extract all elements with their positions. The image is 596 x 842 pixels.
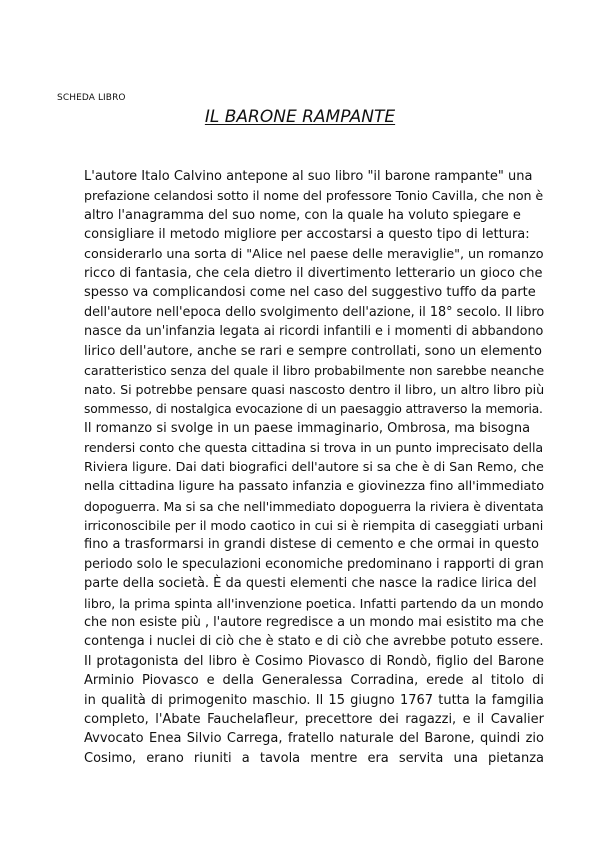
text-line: completo, l'Abate Fauchelafleur, precettore dei ragazzi, e il Cavalier: [84, 711, 544, 727]
text-line: libro, la prima spinta all'invenzione poetica. Infatti partendo da un mondo: [84, 595, 544, 611]
text-line: parte della società. È da questi elementi che nasce la radice lirica del: [84, 576, 537, 592]
section-label: SCHEDA LIBRO: [57, 93, 126, 103]
body-text: [84, 167, 544, 768]
text-line: Riviera ligure. Dai dati biografici dell'autore si sa che è di San Remo, che: [84, 459, 544, 475]
text-line: lirico dell'autore, anche se rari e sempre controllati, sono un elemento: [84, 343, 542, 359]
text-line: caratteristico senza del quale il libro probabilmente non sarebbe neanche: [84, 362, 545, 378]
text-line: nella cittadina ligure ha passato infanzia e giovinezza fino all'immediato: [84, 479, 545, 495]
text-line: nasce da un'infanzia legata ai ricordi infantili e i momenti di abbandono: [84, 324, 544, 340]
text-line: periodo solo le speculazioni economiche predominano i rapporti di gran: [84, 556, 544, 572]
text-line: dell'autore nell'epoca dello svolgimento dell'azione, il 18° secolo. Il libro: [84, 304, 545, 320]
text-line: consigliare il metodo migliore per accostarsi a questo tipo di lettura:: [84, 227, 530, 243]
text-line: dopoguerra. Ma si sa che nell'immediato dopoguerra la riviera è diventata: [84, 498, 544, 514]
document-title: IL BARONE RAMPANTE: [204, 107, 396, 127]
text-line: contenga i nuclei di ciò che è stato e di ciò che avrebbe potuto essere.: [84, 634, 544, 650]
text-line: spesso va complicandosi come nel caso del suggestivo tuffo da parte: [84, 285, 536, 301]
text-line: ricco di fantasia, che cela dietro il divertimento letterario un gioco che: [84, 265, 543, 281]
text-line: altro l'anagramma del suo nome, con la quale ha voluto spiegare e: [84, 207, 521, 223]
text-line: considerarlo una sorta di "Alice nel paese delle meraviglie", un romanzo: [84, 246, 544, 262]
text-line: Avvocato Enea Silvio Carrega, fratello naturale del Barone, quindi zio: [84, 731, 544, 747]
text-line: Il romanzo si svolge in un paese immaginario, Ombrosa, ma bisogna: [84, 421, 531, 437]
text-line: Cosimo, erano riuniti a tavola mentre era servita una pietanza: [84, 750, 544, 766]
text-line: irriconoscibile per il modo caotico in cui si è riempita di caseggiati urbani: [84, 518, 544, 534]
text-line: rendersi conto che questa cittadina si trova in un punto imprecisato della: [84, 440, 544, 456]
text-line: L'autore Italo Calvino antepone al suo libro "il barone rampante" una: [84, 169, 533, 184]
text-line: Il protagonista del libro è Cosimo Piovasco di Rondò, figlio del Barone: [84, 653, 544, 669]
text-line: che non esiste più , l'autore regredisce a un mondo mai esistito ma che: [84, 614, 544, 630]
text-line: in qualità di primogenito maschio. Il 15 giugno 1767 tutta la famgilia: [84, 692, 544, 708]
text-line: nato. Si potrebbe pensare quasi nascosto dentro il libro, un altro libro più: [84, 382, 545, 398]
text-line: prefazione celandosi sotto il nome del professore Tonio Cavilla, che non è: [84, 188, 544, 204]
text-line: sommesso, di nostalgica evocazione di un paesaggio attraverso la memoria.: [84, 401, 543, 416]
text-line: Arminio Piovasco e della Generalessa Corradina, erede al titolo di: [84, 673, 544, 689]
text-line: fino a trasformarsi in grandi distese di cemento e che ormai in questo: [84, 537, 539, 553]
